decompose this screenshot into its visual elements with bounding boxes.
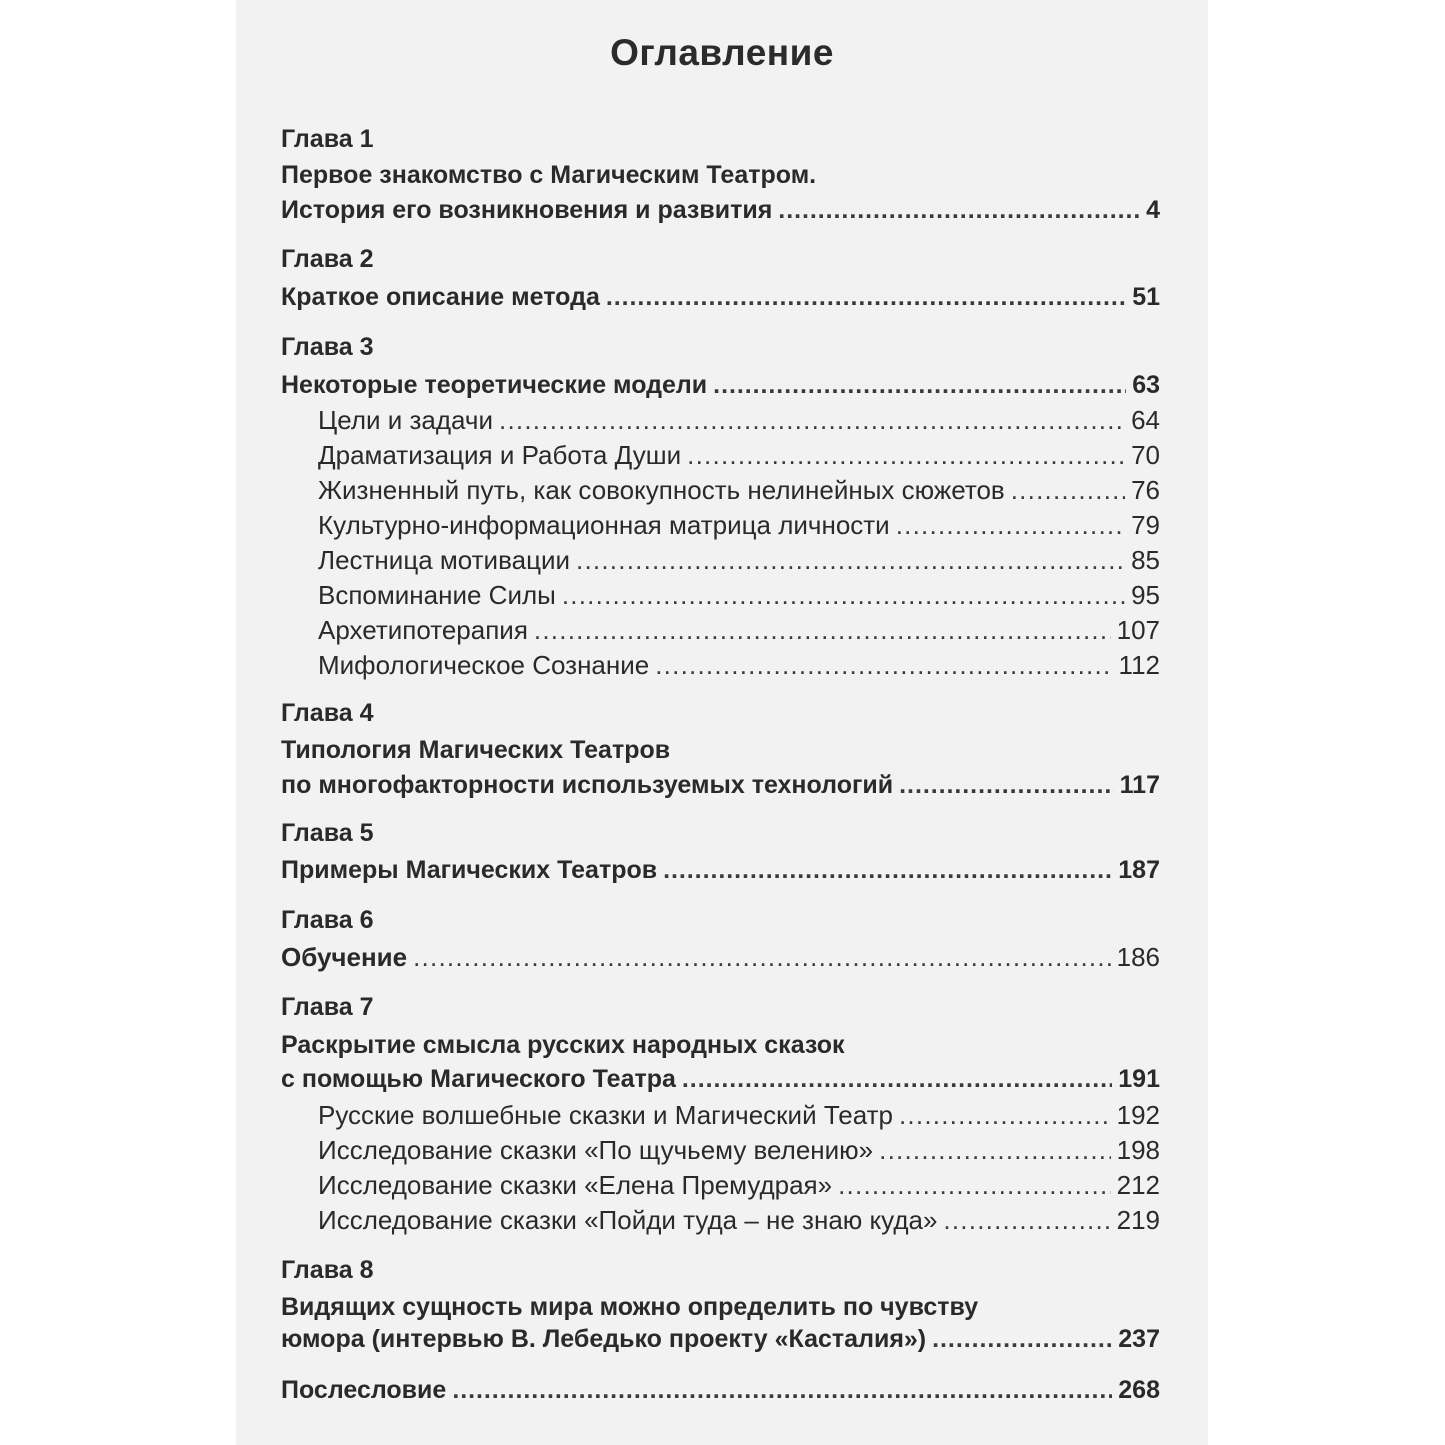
toc-page-number: 237 (1118, 1325, 1160, 1353)
toc-page-number: 112 (1118, 650, 1160, 680)
toc-entry-text: Первое знакомство с Магическим Театром. (281, 161, 817, 189)
toc-entry-text: Лестница мотивации (318, 545, 571, 575)
toc-entry-text: Глава 4 (281, 699, 374, 727)
dot-leader (943, 1203, 1110, 1237)
toc-chapter-heading (281, 903, 1160, 937)
toc-entry-text: Глава 8 (281, 1256, 374, 1284)
toc-entry-text: Обучение (281, 942, 408, 972)
toc-entry (281, 280, 1160, 314)
toc-title-line (281, 158, 1160, 192)
toc-entry (318, 613, 1160, 647)
toc-entry-text: Архетипотерапия (318, 615, 528, 645)
toc-chapter-heading (281, 122, 1160, 156)
toc-page-number: 186 (1116, 942, 1160, 972)
toc-page-number: 64 (1131, 405, 1160, 435)
toc-entry-text: Исследование сказки «Елена Премудрая» (318, 1170, 833, 1200)
toc-page-number: 212 (1116, 1170, 1160, 1200)
page-title: Оглавление (610, 32, 834, 73)
toc-page-number: 63 (1132, 371, 1160, 399)
dot-leader (932, 1322, 1112, 1356)
toc-page-number: 76 (1131, 475, 1160, 505)
dot-leader (682, 1062, 1112, 1096)
dot-leader (1011, 473, 1125, 507)
toc-entry-text: Примеры Магических Театров (281, 856, 658, 884)
toc-entry (281, 853, 1160, 887)
toc-entry (281, 193, 1160, 227)
dot-leader (899, 768, 1114, 802)
toc-entry-text: юмора (интервью В. Лебедько проекту «Касталия») (281, 1325, 927, 1353)
dot-leader (562, 578, 1125, 612)
toc-title-line (281, 1028, 1160, 1062)
toc-entry (318, 508, 1160, 542)
toc-entry-text: Глава 3 (281, 333, 374, 361)
toc-chapter-heading (281, 330, 1160, 364)
toc-entry-text: Краткое описание метода (281, 283, 600, 311)
toc-entry-text: Вспоминание Силы (318, 580, 556, 610)
dot-leader (499, 403, 1125, 437)
toc-entry-text: Культурно-информационная матрица личности (318, 510, 890, 540)
toc-entry (318, 578, 1160, 612)
toc-entry-text: Исследование сказки «Пойди туда – не знаю куда» (318, 1205, 938, 1235)
toc-entry (281, 768, 1160, 802)
toc-page-number: 191 (1118, 1065, 1160, 1093)
toc-chapter-heading (281, 816, 1160, 850)
toc-entry (318, 543, 1160, 577)
toc-page-number: 85 (1131, 545, 1160, 575)
dot-leader (687, 438, 1125, 472)
toc-entry-text: с помощью Магического Театра (281, 1065, 676, 1093)
toc-page-number: 51 (1132, 283, 1160, 311)
toc-entry (281, 1322, 1160, 1356)
toc-chapter-heading (281, 696, 1160, 730)
toc-page-number: 95 (1131, 580, 1160, 610)
dot-leader (713, 368, 1126, 402)
toc-entry-text: Глава 7 (281, 993, 374, 1021)
toc-entry (281, 1062, 1160, 1096)
dot-leader (838, 1168, 1111, 1202)
toc-page-number: 192 (1116, 1100, 1160, 1130)
toc-page-number: 70 (1131, 440, 1160, 470)
toc-entry (318, 1098, 1160, 1132)
toc-entry (318, 648, 1160, 682)
toc-entry (318, 1168, 1160, 1202)
toc-entry-text: Русские волшебные сказки и Магический Театр (318, 1100, 893, 1130)
toc-entry (281, 940, 1160, 974)
toc-entry-text: Мифологическое Сознание (318, 650, 650, 680)
toc-page-number: 219 (1116, 1205, 1160, 1235)
toc-entry (281, 368, 1160, 402)
dot-leader (879, 1133, 1110, 1167)
book-page (236, 0, 1208, 1445)
toc-entry-text: Типология Магических Театров (281, 736, 671, 764)
toc-entry-text: Послесловие (281, 1376, 447, 1404)
dot-leader (778, 193, 1140, 227)
dot-leader (896, 508, 1125, 542)
toc-entry (318, 1203, 1160, 1237)
dot-leader (655, 648, 1112, 682)
toc-page-number: 198 (1116, 1135, 1160, 1165)
toc-entry (318, 1133, 1160, 1167)
toc-entry (318, 473, 1160, 507)
toc-entry-text: Глава 2 (281, 245, 374, 273)
toc-page-number: 79 (1131, 510, 1160, 540)
toc-page-number: 4 (1146, 196, 1160, 224)
toc-entry-text: Цели и задачи (318, 405, 494, 435)
toc-page-number: 107 (1116, 615, 1160, 645)
toc-entry-text: История его возникновения и развития (281, 196, 773, 224)
toc-entry-text: Глава 6 (281, 906, 374, 934)
dot-leader (534, 613, 1111, 647)
toc-entry-text: Драматизация и Работа Души (318, 440, 682, 470)
toc-entry-text: по многофакторности используемых технологий (281, 771, 894, 799)
toc-chapter-heading (281, 990, 1160, 1024)
toc-title-line (281, 1290, 1160, 1324)
toc-chapter-heading (281, 242, 1160, 276)
dot-leader (606, 280, 1126, 314)
toc-entry-text: Некоторые теоретические модели (281, 371, 708, 399)
dot-leader (452, 1373, 1112, 1407)
toc-entry (281, 1373, 1160, 1407)
toc-chapter-heading (281, 1253, 1160, 1287)
toc-entry-text: Жизненный путь, как совокупность нелинейных сюжетов (318, 475, 1005, 505)
dot-leader (899, 1098, 1111, 1132)
toc-entry-text: Глава 5 (281, 819, 374, 847)
toc-entry-text: Раскрытие смысла русских народных сказок (281, 1031, 845, 1059)
toc-page-number: 187 (1118, 856, 1160, 884)
toc-page-number: 117 (1119, 771, 1160, 799)
toc-entry (318, 403, 1160, 437)
toc-page-number: 268 (1118, 1376, 1160, 1404)
toc-entry (318, 438, 1160, 472)
dot-leader (576, 543, 1125, 577)
toc-title-line (281, 733, 1160, 767)
toc-entry-text: Видящих сущность мира можно определить по чувству (281, 1293, 979, 1321)
dot-leader (413, 940, 1111, 974)
toc-entry-text: Глава 1 (281, 125, 374, 153)
toc-entry-text: Исследование сказки «По щучьему велению» (318, 1135, 874, 1165)
dot-leader (663, 853, 1112, 887)
